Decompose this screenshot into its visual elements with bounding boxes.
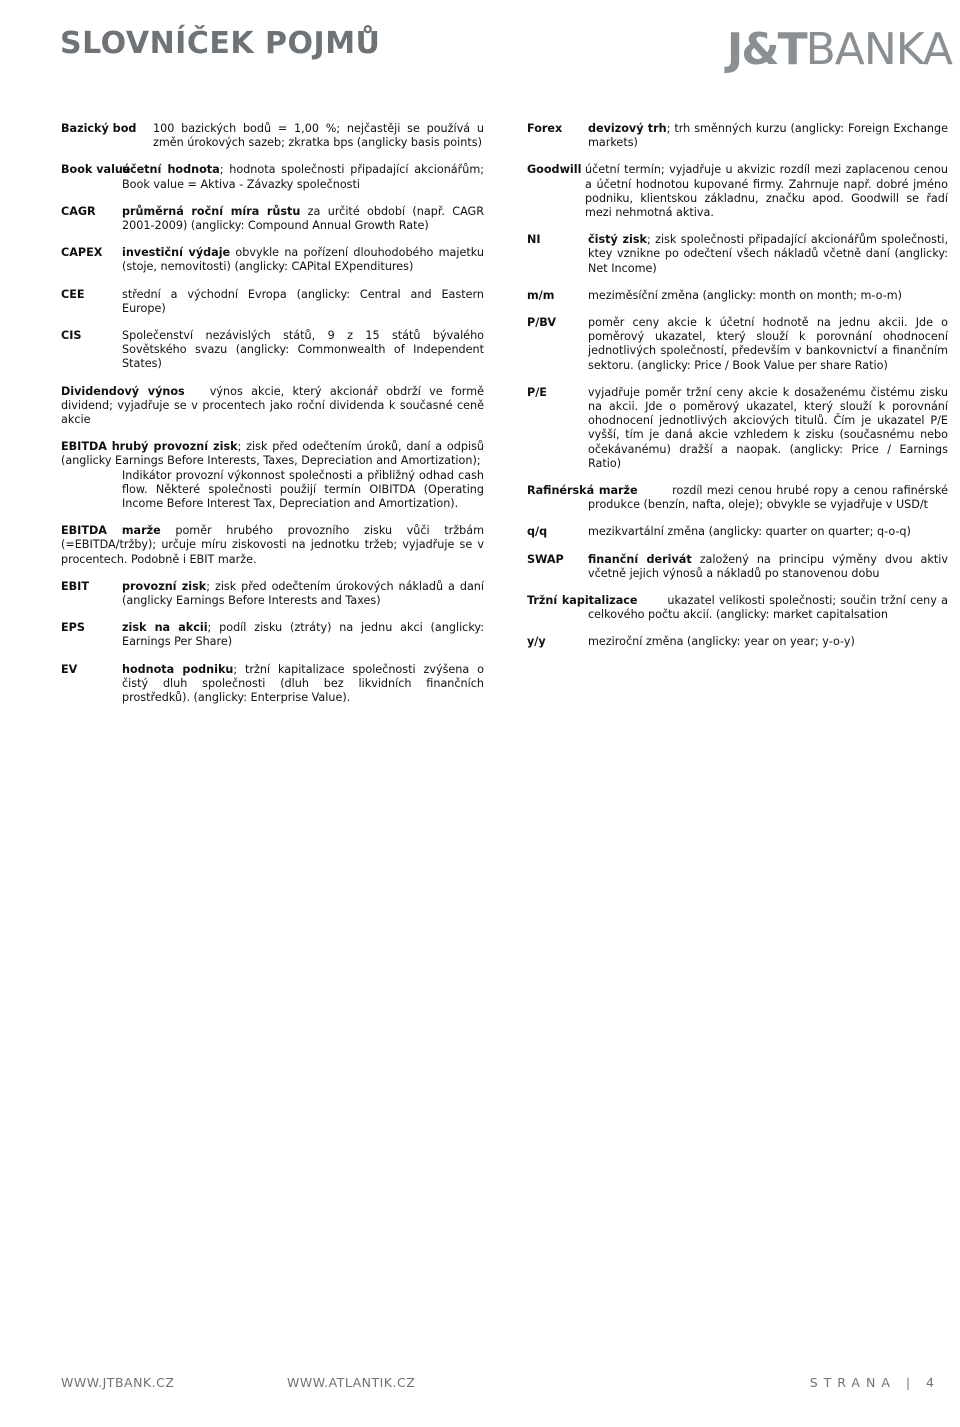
entry-ebitda-marze xyxy=(61,524,484,567)
definition xyxy=(61,524,484,567)
definition-lead: čistý zisk xyxy=(588,233,647,247)
term: SWAP xyxy=(527,552,564,566)
definition-lead: provozní zisk xyxy=(122,579,207,593)
definition-text: založený na principu výměny dvou aktiv včetně jejich výnosů a nákladů po stanovenou dobu xyxy=(588,552,948,580)
term: Forex xyxy=(527,122,563,135)
term: NI xyxy=(527,233,541,247)
entry-mm xyxy=(527,289,948,303)
definition-lead: zisk na akcii xyxy=(122,621,208,635)
definition-text: Společenství nezávislých států, 9 z 15 států bývalého Sovětského svazu (anglicky: Commonwealth of Independent States) xyxy=(122,329,484,371)
definition-text: střední a východní Evropa (anglicky: Central and Eastern Europe) xyxy=(122,287,484,315)
definition-text: ; hodnota společnosti připadající akcionářům; Book value = Aktiva - Závazky společnosti xyxy=(122,163,484,191)
definition xyxy=(527,635,948,649)
definition-text: ukazatel velikosti společnosti; součin tržní ceny a celkového počtu akcií. (anglicky: market capitalsation xyxy=(588,594,948,622)
entry-swap xyxy=(527,553,948,581)
definition xyxy=(61,205,484,233)
right-column xyxy=(527,122,948,663)
page-title: SLOVNÍČEK POJMŮ xyxy=(60,26,381,61)
definition xyxy=(61,663,484,706)
term: Dividendový výnos xyxy=(61,384,185,398)
logo-jt: J&T xyxy=(726,24,806,75)
term: EV xyxy=(61,662,78,676)
definition-lead: hrubý provozní zisk xyxy=(111,440,238,454)
entry-pbv xyxy=(527,316,948,373)
entry-qq xyxy=(527,525,948,539)
entry-ni xyxy=(527,233,948,276)
definition-text: 100 bazických bodů = 1,00 %; nejčastěji se používá u změn úrokových sazeb; zkratka bps (anglicky basis points) xyxy=(153,122,484,150)
definition xyxy=(61,440,484,468)
definition-text: výnos akcie, který akcionář obdrží ve formě dividend; vyjadřuje se v procentech jako roční dividenda k současné ceně akcie xyxy=(61,384,484,427)
definition-text: ; zisk před odečtením úrokových nákladů a daní (anglicky Earnings Before Interests and Taxes) xyxy=(122,579,484,608)
footer-link-jtbank[interactable]: WWW.JTBANK.CZ xyxy=(61,1375,175,1390)
footer-link-atlantik[interactable]: WWW.ATLANTIK.CZ xyxy=(287,1375,416,1390)
definition xyxy=(527,594,948,622)
definition xyxy=(61,580,484,608)
entry-book-value xyxy=(61,163,484,191)
jt-banka-logo xyxy=(727,26,952,74)
definition xyxy=(61,288,484,316)
term: EBITDA xyxy=(61,440,107,454)
definition xyxy=(61,329,484,372)
definition xyxy=(527,163,948,220)
definition xyxy=(527,316,948,373)
definition xyxy=(527,525,948,539)
definition-lead: účetní hodnota xyxy=(122,163,220,177)
definition-text: vyjadřuje poměr tržní ceny akcie k dosaženému čistému zisku na akcii. Jde o poměrový ukazatel, který slouží k porovnání ohodnocení jednotlivých akciových titulů. Čím je ukazatel P/E vyšší, tím je daná akcie vzhledem k zisku (současnému nebo očekávanému) dražší a naopak. (anglicky: Price / Earnings Ratio) xyxy=(588,385,948,470)
term: P/BV xyxy=(527,316,557,330)
entry-ebit xyxy=(61,580,484,608)
entry-trzni-kapitalizace xyxy=(527,594,948,622)
entry-forex xyxy=(527,122,948,150)
logo-banka: BANKA xyxy=(805,24,952,75)
entry-ev xyxy=(61,663,484,706)
definition-text: ; zisk společnosti připadající akcionářům společnosti, ktey vznikne po odečtení všech nákladů včetně daní (anglicky: Net Income) xyxy=(588,233,948,275)
entry-goodwill xyxy=(527,163,948,220)
entry-pe xyxy=(527,386,948,471)
definition-lead: finanční derivát xyxy=(588,552,692,566)
definition xyxy=(61,246,484,274)
definition-extra xyxy=(61,469,484,512)
term: CAGR xyxy=(61,204,96,218)
page-number: STRANA | 4 xyxy=(809,1375,940,1390)
entry-dividendovy-vynos xyxy=(61,385,484,428)
definition-text-2: Indikátor provozní výkonnost společnosti a přibližný odhad cash flow. Některé společnosti použijí termín OIBITDA (Operating Income Before Interest Tax, Depreciation and Amortization). xyxy=(122,468,484,511)
term: Goodwill xyxy=(527,163,582,177)
definition-text: meziroční změna (anglicky: year on year; y-o-y) xyxy=(588,635,855,649)
term: P/E xyxy=(527,385,547,399)
term: CIS xyxy=(61,329,82,343)
definition-text: meziměsíční změna (anglicky: month on month; m-o-m) xyxy=(588,288,903,302)
definition-text: ; podíl zisku (ztráty) na jednu akci (anglicky: Earnings Per Share) xyxy=(122,621,484,649)
definition xyxy=(527,289,948,303)
term: q/q xyxy=(527,525,548,539)
term: EBIT xyxy=(61,579,89,593)
term: m/m xyxy=(527,288,555,302)
definition-text: mezikvartální změna (anglicky: quarter on quarter; q-o-q) xyxy=(588,525,911,539)
definition xyxy=(527,386,948,471)
definition-lead: průměrná roční míra růstu xyxy=(122,204,301,218)
definition xyxy=(527,553,948,581)
entry-eps xyxy=(61,621,484,649)
entry-cis xyxy=(61,329,484,372)
term: Rafinérská marže xyxy=(527,484,638,498)
definition-lead: devizový trh xyxy=(588,122,667,135)
definition xyxy=(527,122,948,150)
definition-text: účetní termín; vyjadřuje u akvizic rozdíl mezi zaplacenou cenou a účetní hodnotou kupované firmy. Zahrnuje např. dobré jméno podniku, klientskou základnu, značku apod. Goodwill se řadí mezi nehmotná aktiva. xyxy=(585,163,948,220)
entry-capex xyxy=(61,246,484,274)
entry-bazicky-bod xyxy=(61,122,484,150)
term: EBITDA marže xyxy=(61,524,161,538)
term: Tržní kapitalizace xyxy=(527,594,638,608)
term: Bazický bod xyxy=(61,122,137,135)
entry-cagr xyxy=(61,205,484,233)
entry-rafinerska-marze xyxy=(527,484,948,512)
term: y/y xyxy=(527,635,546,649)
definition-text: za určité období (např. CAGR 2001-2009) (anglicky: Compound Annual Growth Rate) xyxy=(122,204,484,233)
definition-text: poměr ceny akcie k účetní hodnotě na jednu akcii. Jde o poměrový ukazatel, který slouží k porovnání ohodnocení jednotlivých společností, především v bankovnictví a finančním sektoru. (anglicky: Price / Book Value per share Ratio) xyxy=(588,316,948,372)
definition-lead: investiční výdaje xyxy=(122,246,231,260)
entry-ebitda xyxy=(61,440,484,511)
definition-text: poměr hrubého provozního zisku vůči tržbám (=EBITDA/tržby); určuje míru ziskovosti na jednotku tržeb; vyjadřuje se v procentech. Podobně i EBIT marže. xyxy=(61,524,484,566)
term: CEE xyxy=(61,287,85,301)
definition-text: obvykle na pořízení dlouhodobého majetku (stoje, nemovitosti) (anglicky: CAPital EXpenditures) xyxy=(122,246,485,274)
definition xyxy=(61,621,484,649)
term: EPS xyxy=(61,621,85,635)
definition-lead: hodnota podniku xyxy=(122,662,234,676)
entry-cee xyxy=(61,288,484,316)
definition xyxy=(527,233,948,276)
definition-text: ; trh směnných kurzu (anglicky: Foreign Exchange markets) xyxy=(588,122,948,150)
definition xyxy=(61,385,484,428)
definition xyxy=(527,484,948,512)
left-column xyxy=(61,122,484,718)
term: Book value xyxy=(61,163,131,177)
term: CAPEX xyxy=(61,246,103,260)
definition-text: ; tržní kapitalizace společnosti zvýšena o čistý dluh společnosti (dluh bez likvidních finančních prostředků). (anglicky: Enterprise Value). xyxy=(122,662,484,705)
entry-yy xyxy=(527,635,948,649)
definition-text: ; zisk před odečtením úroků, daní a odpisů (anglicky Earnings Before Interests, Taxes, Depreciation and Amortization); xyxy=(61,440,485,468)
definition-text: rozdíl mezi cenou hrubé ropy a cenou rafinérské produkce (benzín, nafta, oleje); obvykle se vyjadřuje v USD/t xyxy=(588,484,948,512)
